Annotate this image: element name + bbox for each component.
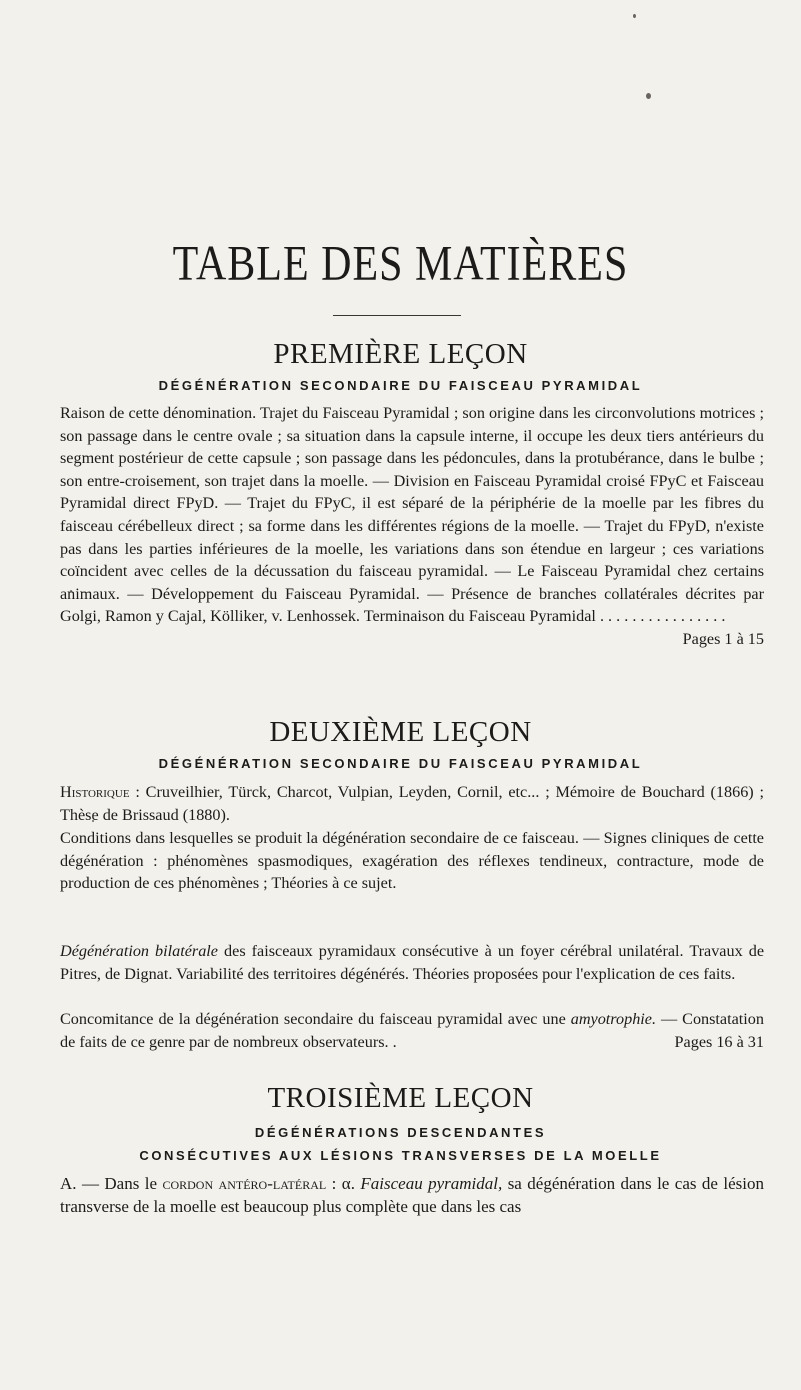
- historique-text: : Cruveilhier, Türck, Charcot, Vulpian, Leyden, Cornil, etc... ; Mémoire de Bouchard (1866) ; Thèse de Brissaud (1880).: [60, 783, 764, 824]
- lesson-1-pages: Pages 1 à 15: [682, 629, 764, 648]
- lesson-1-summary: [60, 402, 764, 651]
- title-divider: [333, 315, 461, 316]
- lesson-3-subheading-line2: CONSÉCUTIVES AUX LÉSIONS TRANSVERSES DE LA MOELLE: [139, 1148, 662, 1163]
- item-a-sep: : α.: [326, 1174, 361, 1193]
- concomitance-italic: amyotrophie.: [570, 1010, 657, 1028]
- item-a-label: cordon antéro-latéral: [162, 1174, 327, 1193]
- bilaterale-text: des faisceaux pyramidaux consécutive à un foyer cérébral unilatéral. Travaux de Pitres, de Dignat. Variabilité des territoires dégénérés. Théories proposées pour l'explication de ces faits.: [60, 942, 764, 983]
- item-a-prefix: A. — Dans le: [60, 1174, 163, 1193]
- lesson-2-pages: Pages 16 à 31: [674, 1032, 764, 1051]
- lesson-2-bilaterale: [60, 940, 764, 985]
- print-speck: [633, 14, 636, 18]
- lesson-3-subheading-line1: DÉGÉNÉRATIONS DESCENDANTES: [254, 1125, 547, 1140]
- page-title: TABLE DES MATIÈRES: [172, 237, 629, 292]
- lesson-2-historique: [60, 781, 764, 826]
- lesson-1-summary-text: Raison de cette dénomination. Trajet du Faisceau Pyramidal ; son origine dans les circonvolutions motrices ; son passage dans le centre ovale ; sa situation dans la capsule interne, il occupe les deux tiers antérieurs du segment postérieur de cette capsule ; son passage dans les pédoncules, dans la protubérance, dans le bulbe ; son entre-croisement, son trajet dans la moelle. — Division en Faisceau Pyramidal croisé FPyC et Faisceau Pyramidal direct FPyD. — Trajet du FPyC, il est séparé de la périphérie de la moelle par les fibres du faisceau cérébelleux direct ; sa forme dans les différentes régions de la moelle. — Trajet du FPyD, n'existe pas dans les parties inférieures de la moelle, les variations dans son étendue en largeur ; ces variations coïncident avec celles de la décussation du faisceau pyramidal. — Le Faisceau Pyramidal chez certains animaux. — Développement du Faisceau Pyramidal. — Présence de branches collatérales décrites par Golgi, Ramon y Cajal, Kölliker, v. Lenhossek. Terminaison du Faisceau Pyramidal . . . . . . . . . . . . . . . .: [60, 404, 764, 626]
- lesson-2-heading: DEUXIÈME LEÇON: [269, 716, 532, 748]
- lesson-3-heading: TROISIÈME LEÇON: [267, 1082, 534, 1114]
- concomitance-text-b: — Constatation de faits de ce genre par de nombreux observateurs. .: [60, 1010, 764, 1051]
- lesson-3-item-a: [60, 1173, 764, 1218]
- lesson-2-concomitance: [60, 1008, 764, 1053]
- lesson-1-heading: PREMIÈRE LEÇON: [273, 338, 528, 370]
- item-a-text: sa dégénération dans le cas de lésion transverse de la moelle est beaucoup plus complète que dans les cas: [60, 1174, 764, 1216]
- historique-label: Historique: [60, 783, 130, 801]
- lesson-2-conditions: [60, 827, 764, 895]
- lesson-1-subheading: DÉGÉNÉRATION SECONDAIRE DU FAISCEAU PYRAMIDAL: [158, 378, 643, 393]
- bilaterale-label: Dégénération bilatérale: [60, 942, 218, 960]
- lesson-2-subheading: DÉGÉNÉRATION SECONDAIRE DU FAISCEAU PYRAMIDAL: [158, 756, 643, 771]
- conditions-text: Conditions dans lesquelles se produit la dégénération secondaire de ce faisceau. — Signes cliniques de cette dégénération : phénomènes spasmodiques, exagération des réflexes tendineux, contracture, mode de production de ces phénomènes ; Théories à ce sujet.: [60, 829, 764, 893]
- concomitance-text-a: Concomitance de la dégénération secondaire du faisceau pyramidal avec une: [60, 1010, 571, 1028]
- item-a-italic: Faisceau pyramidal,: [360, 1174, 503, 1193]
- print-speck: [646, 93, 651, 99]
